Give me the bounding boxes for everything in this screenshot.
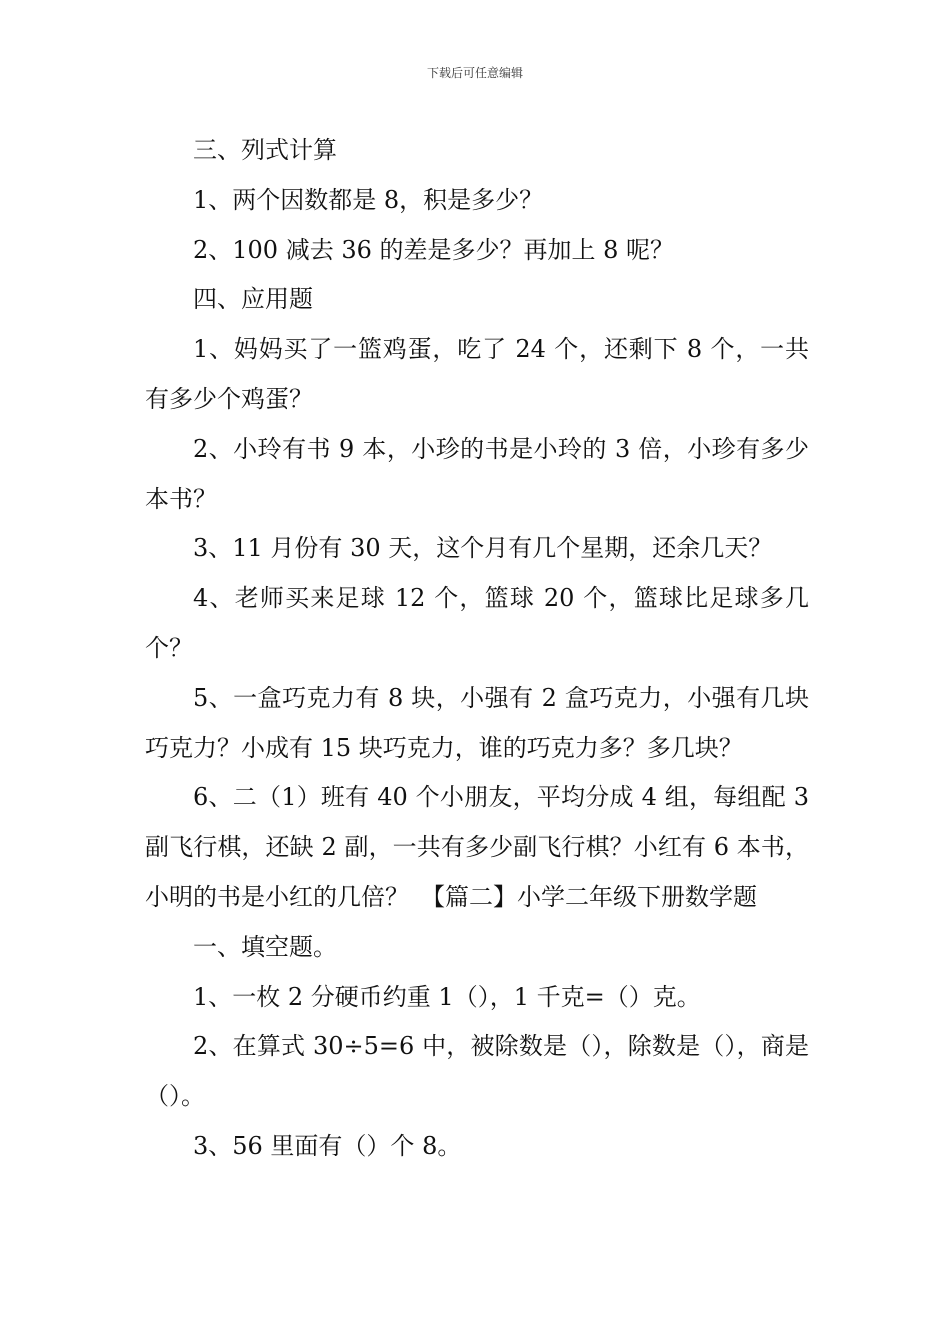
- question-paragraph: 1、一枚 2 分硬币约重 1（），1 千克=（）克。: [193, 982, 701, 1011]
- question-paragraph: 4、老师买来足球 12 个，篮球 20 个，篮球比足球多几个？: [145, 584, 809, 662]
- question-paragraph: 5、一盒巧克力有 8 块，小强有 2 盒巧克力，小强有几块巧克力？小成有 15 块巧克力，谁的巧克力多？多几块？: [145, 683, 809, 762]
- document-body: [145, 126, 809, 1172]
- question-paragraph: 3、11 月份有 30 天，这个月有几个星期，还余几天？: [193, 534, 773, 563]
- question-paragraph: 2、在算式 30÷5=6 中，被除数是（），除数是（），商是（）。: [145, 1032, 809, 1111]
- section-heading-calculation: 三、列式计算: [193, 136, 337, 164]
- page-header: 下载后可任意编辑: [426, 66, 523, 80]
- question-paragraph: 2、100 减去 36 的差是多少？再加上 8 呢？: [193, 235, 675, 264]
- question-paragraph: 1、两个因数都是 8，积是多少？: [193, 185, 544, 214]
- question-paragraph: 3、56 里面有（）个 8。: [193, 1131, 462, 1160]
- question-paragraph: 6、二（1）班有 40 个小朋友，平均分成 4 组，每组配 3 副飞行棋，还缺 2 副，一共有多少副飞行棋？小红有 6 本书，小明的书是小红的几倍？ 【篇二】小学二年级下册数学题: [145, 783, 809, 911]
- question-paragraph: 2、小玲有书 9 本，小珍的书是小玲的 3 倍，小珍有多少本书？: [145, 434, 809, 513]
- section-heading-fill-blank: 一、填空题。: [193, 932, 337, 961]
- section-heading-application: 四、应用题: [193, 285, 313, 314]
- question-paragraph: 1、妈妈买了一篮鸡蛋，吃了 24 个，还剩下 8 个，一共有多少个鸡蛋？: [145, 335, 809, 413]
